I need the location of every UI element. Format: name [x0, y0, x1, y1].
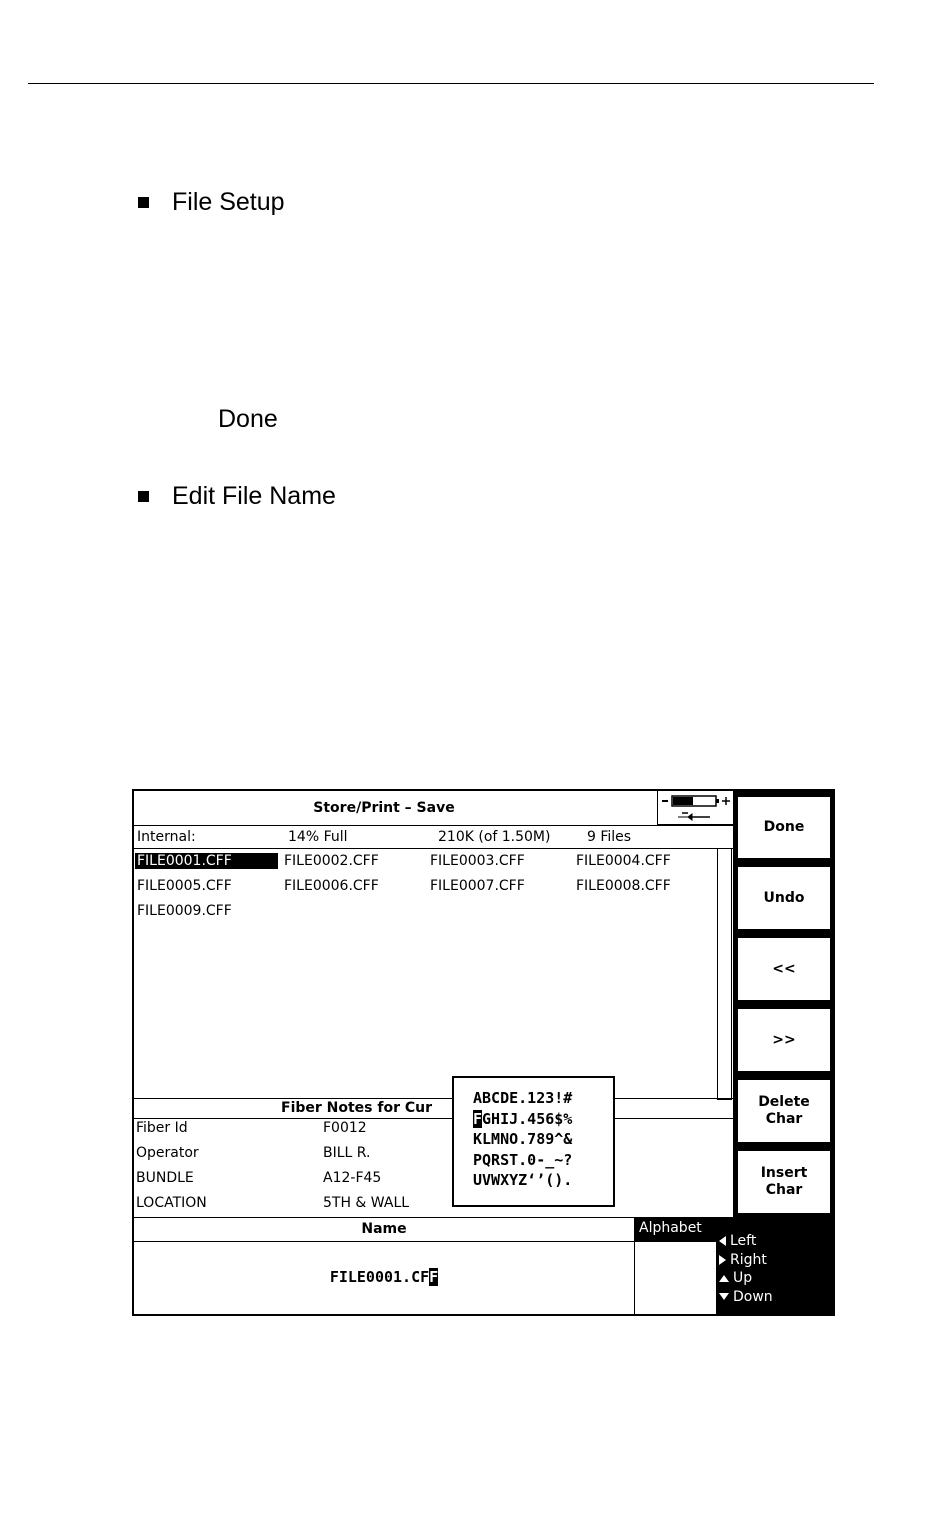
next-button[interactable]: >>: [737, 1008, 831, 1072]
nav-left: Left: [719, 1232, 835, 1251]
notes-divider-right: [615, 1118, 733, 1119]
status-divider: [134, 848, 733, 849]
previous-button[interactable]: <<: [737, 937, 831, 1001]
square-bullet-icon: [138, 491, 149, 502]
char-row[interactable]: UVWXYZ‘’().: [473, 1171, 573, 1189]
char-row[interactable]: FGHIJ.456$%: [473, 1109, 573, 1128]
bullet-text: File Setup: [172, 188, 285, 216]
alphabet-label: Alphabet: [634, 1218, 716, 1242]
header-rule: [28, 83, 874, 84]
note-label: Fiber Id: [136, 1120, 188, 1136]
note-value: F0012: [323, 1120, 367, 1136]
name-title: Name: [361, 1221, 407, 1237]
notes-divider-top: [134, 1098, 733, 1099]
note-label: BUNDLE: [136, 1170, 194, 1186]
note-label: LOCATION: [136, 1195, 207, 1211]
file-name-field[interactable]: FILE0001.CFF: [329, 1268, 439, 1286]
file-item[interactable]: FILE0002.CFF: [284, 853, 379, 869]
delete-char-button[interactable]: Delete Char: [737, 1079, 831, 1143]
char-row[interactable]: KLMNO.789^&: [473, 1130, 573, 1148]
note-value: BILL R.: [323, 1145, 371, 1161]
notes-title: Fiber Notes for Cur: [281, 1100, 433, 1116]
char-row[interactable]: PQRST.0-_~?: [473, 1150, 573, 1169]
done-text: Done: [218, 405, 278, 433]
up-arrow-icon: [719, 1275, 729, 1282]
undo-button[interactable]: Undo: [737, 866, 831, 930]
right-arrow-icon: [719, 1255, 726, 1265]
done-button[interactable]: Done: [737, 796, 831, 859]
storage-location: Internal:: [137, 829, 196, 845]
square-bullet-icon: [138, 197, 149, 208]
name-divider: [134, 1241, 634, 1242]
instrument-screen: [132, 789, 835, 1316]
file-item[interactable]: FILE0006.CFF: [284, 878, 379, 894]
storage-usage: 14% Full: [288, 829, 348, 845]
screen-title: Store/Print – Save: [313, 800, 455, 816]
file-item[interactable]: FILE0007.CFF: [430, 878, 525, 894]
alphabet-box: [634, 1242, 716, 1316]
char-row[interactable]: ABCDE.123!#: [473, 1089, 573, 1107]
file-item[interactable]: FILE0005.CFF: [137, 878, 232, 894]
down-arrow-icon: [719, 1293, 729, 1300]
file-item[interactable]: FILE0004.CFF: [576, 853, 671, 869]
file-item[interactable]: FILE0003.CFF: [430, 853, 525, 869]
note-value: A12-F45: [323, 1170, 382, 1186]
file-item-selected[interactable]: FILE0001.CFF: [135, 853, 278, 869]
file-item[interactable]: FILE0008.CFF: [576, 878, 671, 894]
left-arrow-icon: [719, 1236, 726, 1246]
nav-down: Down: [719, 1288, 835, 1307]
insert-char-button[interactable]: Insert Char: [737, 1150, 831, 1214]
bullet-file-setup: [138, 188, 285, 217]
bullet-edit-file-name: [138, 482, 336, 511]
character-picker[interactable]: [452, 1076, 615, 1207]
softkey-panel: [733, 791, 835, 1217]
char-cursor[interactable]: F: [473, 1109, 483, 1128]
note-label: Operator: [136, 1145, 199, 1161]
navigation-hints: [716, 1218, 835, 1316]
bullet-text: Edit File Name: [172, 482, 336, 510]
storage-capacity: 210K (of 1.50M): [438, 829, 551, 845]
file-count: 9 Files: [587, 829, 632, 845]
note-value: 5TH & WALL: [323, 1195, 410, 1211]
nav-right: Right: [719, 1251, 835, 1270]
file-item[interactable]: FILE0009.CFF: [137, 903, 232, 919]
battery-icon: [657, 791, 733, 825]
notes-divider-bottom: [134, 1118, 452, 1119]
title-divider: [134, 825, 733, 826]
text-cursor: F: [429, 1268, 439, 1286]
file-list-scrollbar[interactable]: [717, 848, 732, 1100]
nav-up: Up: [719, 1269, 835, 1288]
